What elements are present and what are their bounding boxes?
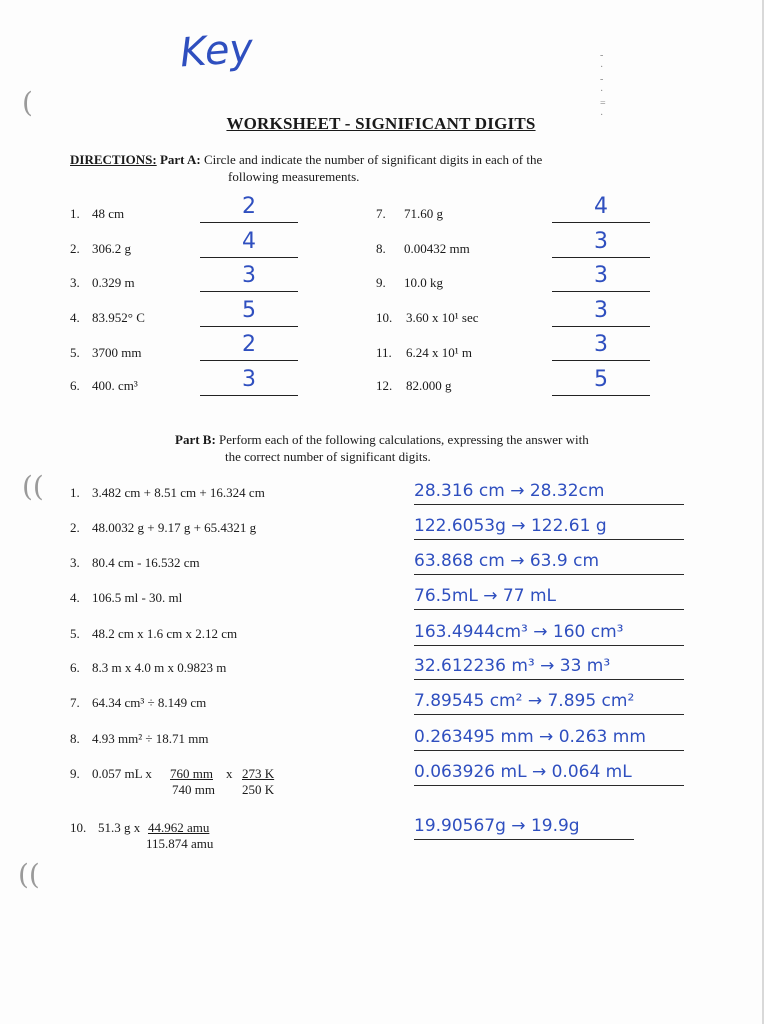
part-a-answer-5[interactable]: 2 xyxy=(200,332,298,361)
worksheet-title: WORKSHEET - SIGNIFICANT DIGITS xyxy=(226,114,536,133)
part-b-answer-2[interactable]: 122.6053g → 122.61 g xyxy=(414,515,684,540)
part-b-answer-8[interactable]: 0.263495 mm → 0.263 mm xyxy=(414,726,684,751)
part-a-answer-8[interactable]: 3 xyxy=(552,229,650,258)
part-a-answer-6[interactable]: 3 xyxy=(200,367,298,396)
part-b-item-2: 2. 48.0032 g + 9.17 g + 65.4321 g xyxy=(70,520,257,535)
part-a-answer-10[interactable]: 3 xyxy=(552,298,650,327)
part-a-item-11: 11. 6.24 x 10¹ m xyxy=(376,345,473,360)
part-a-answer-1[interactable]: 2 xyxy=(200,194,298,223)
part-b-item-4: 4. 106.5 ml - 30. ml xyxy=(70,590,183,605)
part-b-answer-5[interactable]: 163.4944cm³ → 160 cm³ xyxy=(414,621,684,646)
part-a-answer-3[interactable]: 3 xyxy=(200,263,298,292)
part-b-answer-6[interactable]: 32.612236 m³ → 33 m³ xyxy=(414,655,684,680)
handwritten-key: Key xyxy=(178,25,255,77)
part-a-item-1: 1. 48 cm xyxy=(70,206,125,221)
part-a-answer-4[interactable]: 5 xyxy=(200,298,298,327)
part-a-answer-2[interactable]: 4 xyxy=(200,229,298,258)
scan-mark-top: ( xyxy=(22,86,33,119)
part-b-item-10: 10. 51.3 g x xyxy=(70,820,141,835)
part-b-answer-7[interactable]: 7.89545 cm² → 7.895 cm² xyxy=(414,690,684,715)
part-a-item-8: 8. 0.00432 mm xyxy=(376,241,470,256)
part-b-item-7: 7. 64.34 cm³ ÷ 8.149 cm xyxy=(70,695,207,710)
part-a-item-6: 6. 400. cm³ xyxy=(70,378,138,393)
part-a-answer-9[interactable]: 3 xyxy=(552,263,650,292)
directions xyxy=(70,151,630,185)
part-a-item-5: 5. 3700 mm xyxy=(70,345,142,360)
part-a-item-3: 3. 0.329 m xyxy=(70,275,135,290)
part-b-label: Part B: xyxy=(175,432,216,447)
part-b-item-1: 1. 3.482 cm + 8.51 cm + 16.324 cm xyxy=(70,485,265,500)
frac9-denominator-1: 740 mm xyxy=(172,782,215,797)
part-b-answer-4[interactable]: 76.5mL → 77 mL xyxy=(414,585,684,610)
part-b-item-6: 6. 8.3 m x 4.0 m x 0.9823 m xyxy=(70,660,227,675)
part-b-answer-9[interactable]: 0.063926 mL → 0.064 mL xyxy=(414,761,684,786)
part-a-item-7: 7. 71.60 g xyxy=(376,206,443,221)
part-a-item-4: 4. 83.952° C xyxy=(70,310,145,325)
part-b-item-9: 9. 0.057 mL x xyxy=(70,766,152,781)
directions-text-line2: following measurements. xyxy=(228,169,360,184)
part-a-answer-7[interactable]: 4 xyxy=(552,194,650,223)
part-b-item-5: 5. 48.2 cm x 1.6 cm x 2.12 cm xyxy=(70,626,238,641)
part-b-directions xyxy=(70,431,670,465)
scan-speck-right: - · - · = · xyxy=(600,50,606,121)
frac10-denominator: 115.874 amu xyxy=(146,836,214,851)
part-a-item-9: 9. 10.0 kg xyxy=(376,275,443,290)
part-b-answer-10[interactable]: 19.90567g → 19.9g xyxy=(414,815,634,840)
frac9-numerator-2: 273 K xyxy=(242,766,275,781)
frac10-numerator: 44.962 amu xyxy=(148,820,210,835)
frac9-times: x xyxy=(226,766,233,781)
scan-mark-bottom: (( xyxy=(18,858,40,891)
frac9-denominator-2: 250 K xyxy=(242,782,275,797)
part-b-text-line1: Perform each of the following calculations, expressing the answer with xyxy=(219,432,589,447)
frac9-numerator-1: 760 mm xyxy=(170,766,213,781)
part-b-item-3: 3. 80.4 cm - 16.532 cm xyxy=(70,555,200,570)
scan-mark-middle: (( xyxy=(22,470,44,503)
part-a-answer-12[interactable]: 5 xyxy=(552,367,650,396)
part-b-text-line2: the correct number of significant digits. xyxy=(225,449,431,464)
part-a-answer-11[interactable]: 3 xyxy=(552,332,650,361)
directions-label: DIRECTIONS: xyxy=(70,152,157,167)
part-a-item-12: 12. 82.000 g xyxy=(376,378,452,393)
directions-text-line1: Circle and indicate the number of significant digits in each of the xyxy=(203,152,543,167)
part-b-answer-1[interactable]: 28.316 cm → 28.32cm xyxy=(414,480,684,505)
part-b-item-8: 8. 4.93 mm² ÷ 18.71 mm xyxy=(70,731,209,746)
part-a-item-2: 2. 306.2 g xyxy=(70,241,131,256)
part-a-label: Part A: xyxy=(159,152,201,167)
part-a-item-10: 10. 3.60 x 10¹ sec xyxy=(376,310,479,325)
part-b-answer-3[interactable]: 63.868 cm → 63.9 cm xyxy=(414,550,684,575)
